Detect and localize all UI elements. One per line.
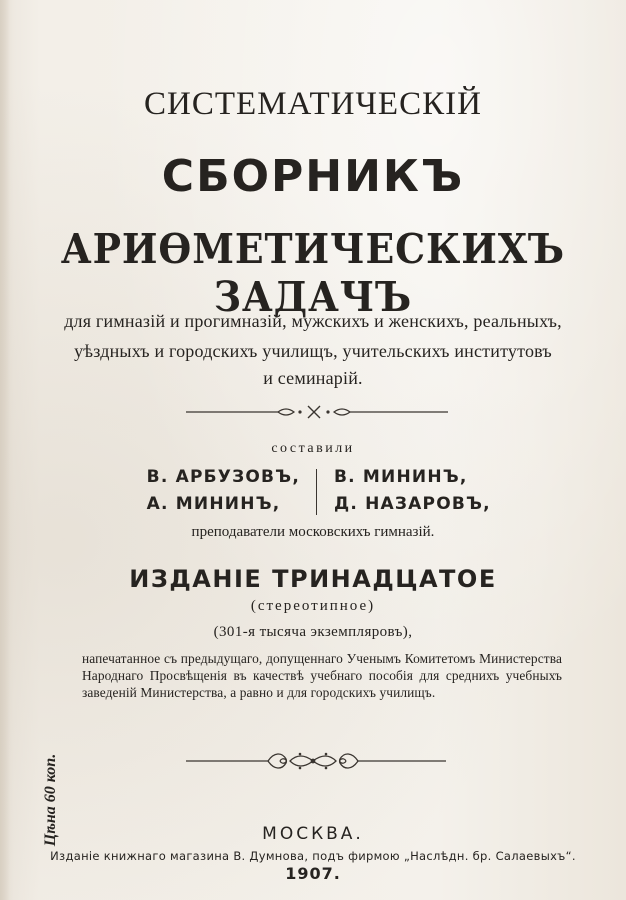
print-run: (301-я тысяча экземпляровъ), xyxy=(213,624,413,640)
title-line-1: СИСТЕМАТИЧЕСКІЙ xyxy=(144,86,482,122)
ornament-divider-top xyxy=(0,402,626,422)
authors-affiliation: преподаватели московскихъ гимназій. xyxy=(191,524,435,540)
subtitle-line-3: и семинарій. xyxy=(263,368,363,388)
publisher-line: Изданіе книжнаго магазина В. Думнова, подъ фирмою „Наслѣдн. бр. Салаевыхъ“. xyxy=(50,849,576,863)
edition-type: (стереотипное) xyxy=(250,598,376,614)
author-name: А. МИНИНЪ, xyxy=(146,494,281,514)
ornament-divider-bottom xyxy=(0,748,626,774)
title-line-3: АРИѲМЕТИЧЕСКИХЪ ЗАДАЧЪ xyxy=(60,225,566,321)
authors-divider xyxy=(316,469,317,515)
authors-left-column xyxy=(147,464,300,518)
title-line-2: СБОРНИКЪ xyxy=(161,151,465,202)
author-name: В. МИНИНЪ, xyxy=(334,467,468,487)
author-name: В. АРБУЗОВЪ, xyxy=(146,467,300,487)
subtitle-line-1: для гимназій и прогимназій, мужскихъ и женскихъ, реальныхъ, xyxy=(64,311,562,331)
authors-right-column xyxy=(334,464,491,518)
compiled-by-label: составили xyxy=(271,441,355,456)
author-name: Д. НАЗАРОВЪ, xyxy=(334,494,491,514)
subtitle-line-2: уѣздныхъ и городскихъ училищъ, учительскихъ институтовъ xyxy=(74,341,552,361)
edition-title: ИЗДАНІЕ ТРИНАДЦАТОЕ xyxy=(129,565,497,593)
authors-block xyxy=(0,464,626,524)
publication-city: МОСКВА. xyxy=(262,824,364,844)
approval-text: напечатанное съ предыдущаго, допущеннаго Ученымъ Комитетомъ Министерства Народнаго Просвѣщенія въ качествѣ учебнаго пособія для среднихъ учебныхъ заведеній Министерства, а равно и для городскихъ училищъ. xyxy=(82,651,562,700)
price-text: Цѣна 60 коп. xyxy=(42,753,59,847)
publication-year: 1907. xyxy=(285,864,341,883)
